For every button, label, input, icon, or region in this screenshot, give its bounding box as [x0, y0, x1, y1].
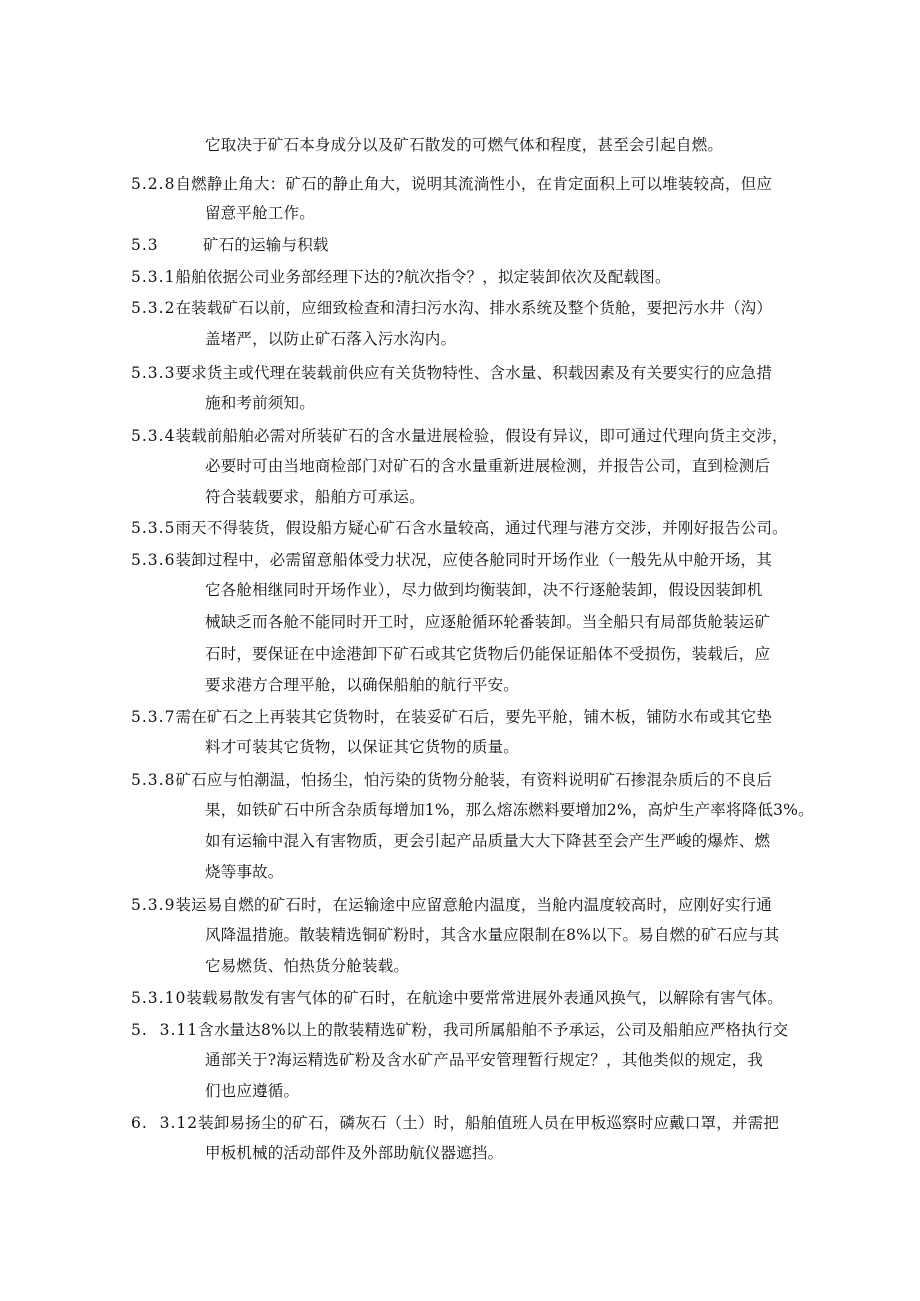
section-number: 5.3.1 [131, 268, 176, 286]
text-line: 5.3.3要求货主或代理在装载前供应有关货物特性、含水量、积载因素及有关要实行的应急措 [131, 364, 773, 382]
text-line: 如有运输中混入有害物质，更会引起产品质量大大下降甚至会产生严峻的爆炸、燃 [205, 832, 771, 850]
text-line: 械缺乏而各舱不能同时开工时，应逐舱循环轮番装卸。当全船只有局部货舱装运矿 [205, 613, 771, 631]
section-number: 5. 3.11 [131, 1021, 199, 1039]
text-line: 5.3.9装运易自燃的矿石时，在运输途中应留意舱内温度，当舱内温度较高时，应刚好实行通 [131, 896, 773, 914]
text-line: 它各舱相继同时开场作业），尽力做到均衡装卸，决不行逐舱装卸，假设因装卸机 [205, 581, 763, 599]
text-line: 石时，要保证在中途港卸下矿石或其它货物后仍能保证船体不受损伤，装载后，应 [205, 645, 771, 663]
text-line: 果，如铁矿石中所含杂质每增加1%，那么熔冻燃料要增加2%，高炉生产率将降低3%。 [205, 801, 814, 819]
section-number: 5.3.9 [131, 896, 176, 914]
text-line: 5.3.8矿石应与怕潮温，怕扬尘，怕污染的货物分舱装，有资料说明矿石掺混杂质后的不良后 [131, 771, 773, 789]
section-number: 5.3.7 [131, 708, 176, 726]
text-line [131, 235, 329, 255]
text-line: 通部关于?海运精选矿粉及含水矿产品平安管理暂行规定？，其他类似的规定，我 [205, 1051, 764, 1069]
text-line: 5.3.6装卸过程中，必需留意船体受力状况，应使各舱同时开场作业（一般先从中舱开场，其 [131, 551, 773, 569]
text-line: 料才可装其它货物，以保证其它货物的质量。 [205, 738, 520, 756]
section-number: 5.3 [131, 236, 159, 254]
text-line: 5.3.4装载前船舶必需对所装矿石的含水量进展检验，假设有异议，即可通过代理向货主交涉， [131, 427, 788, 445]
section-number: 5.3.4 [131, 427, 176, 445]
section-number: 5.2.8 [131, 175, 176, 193]
text-line: 烧等事故。 [205, 863, 284, 881]
text-line: 留意平舱工作。 [205, 204, 315, 222]
section-number: 5.3.2 [131, 299, 176, 317]
text-line: 甲板机械的活动部件及外部助航仪器遮挡。 [205, 1144, 504, 1162]
text-line: 5.2.8自燃静止角大：矿石的静止角大，说明其流淌性小，在肯定面积上可以堆装较高，但应 [131, 175, 773, 193]
text-line: 5.3.10装载易散发有害气体的矿石时，在航途中要常常进展外表通风换气，以解除有害气体。 [131, 989, 783, 1007]
text-line: 必要时可由当地商检部门对矿石的含水量重新进展检测，并报告公司，直到检测后 [205, 457, 771, 475]
text-line: 6. 3.12装卸易扬尘的矿石，磷灰石（土）时，船舶值班人员在甲板巡察时应戴口罩，并需把 [131, 1114, 780, 1132]
text-line: 要求港方合理平舱，以确保船舶的航行平安。 [205, 676, 520, 694]
section-number: 5.3.3 [131, 364, 176, 382]
text-line: 5.3.1船舶依据公司业务部经理下达的?航次指令？，拟定装卸依次及配载图。 [131, 268, 671, 286]
text-line: 5.3.7需在矿石之上再装其它货物时，在装妥矿石后，要先平舱，铺木板，铺防水布或其它垫 [131, 708, 773, 726]
section-number: 5.3.10 [131, 989, 187, 1007]
text-line: 5.3.2在装载矿石以前，应细致检查和清扫污水沟、排水系统及整个货舱，要把污水井（沟） [131, 299, 773, 317]
section-number: 6. 3.12 [131, 1114, 199, 1132]
text-line: 符合装载要求，船舶方可承运。 [205, 488, 425, 506]
text-line: 5. 3.11含水量达8%以上的散装精选矿粉，我司所属船舶不予承运，公司及船舶应严格执行交 [131, 1021, 789, 1039]
section-number: 5.3.5 [131, 519, 176, 537]
section-number: 5.3.6 [131, 551, 176, 569]
text-line: 它取决于矿石本身成分以及矿石散发的可燃气体和程度，甚至会引起自燃。 [205, 136, 724, 154]
text-line: 5.3.5雨天不得装货，假设船方疑心矿石含水量较高，通过代理与港方交涉，并刚好报告公司。 [131, 519, 788, 537]
text-line: 它易燃货、怕热货分舱装载。 [205, 957, 410, 975]
text-line: 盖堵严，以防止矿石落入污水沟内。 [205, 330, 457, 348]
text-line: 施和考前须知。 [205, 394, 315, 412]
section-heading: 矿石的运输与积载 [203, 236, 329, 254]
text-line: 们也应遵循。 [205, 1082, 300, 1100]
text-line: 风降温措施。散装精选铜矿粉时，其含水量应限制在8%以下。易自燃的矿石应与其 [205, 926, 780, 944]
section-number: 5.3.8 [131, 771, 176, 789]
